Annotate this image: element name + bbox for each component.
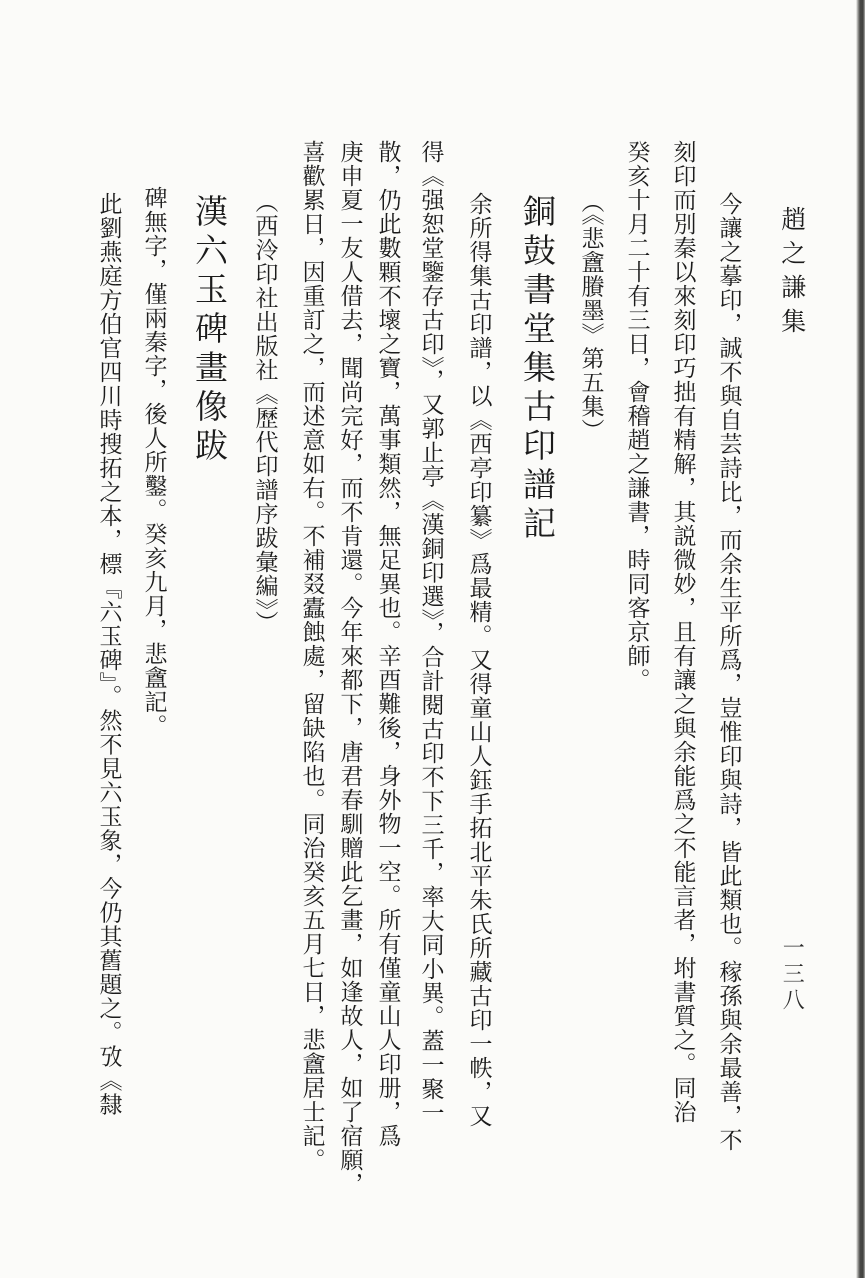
text-column: 碑無字，僅兩秦字，後人所鑿。癸亥九月，悲盦記。 (140, 186, 167, 738)
essay-title: 漢六玉碑畫像跋 (189, 194, 229, 467)
source-attribution: （西泠印社出版社《歷代印譜序跋彙編》） (251, 190, 278, 635)
page-number: 一三八 (779, 936, 805, 1014)
text-column: 庚申夏一友人借去，聞尚完好，而不肯還。今年來都下，唐君春馴贈此乞畫，如逢故人，如了宿願， (336, 140, 363, 1196)
source-attribution: （《悲盦賸墨》第五集） (577, 190, 604, 443)
text-column: 余所得集古印譜，以《西亭印纂》爲最精。又得童山人鈺手拓北平朱氏所藏古印一帙，又 (465, 192, 492, 1128)
text-column: 癸亥十月二十有三日，會稽趙之謙書，時同客京師。 (623, 140, 650, 692)
text-column: 喜歡累日，因重訂之，而述意如右。不補叕蠹蝕處，留缺陷也。同治癸亥五月七日，悲盦居士記。 (298, 140, 325, 1172)
page-edge-line (856, 0, 865, 1278)
text-column: 此劉燕庭方伯官四川時搜拓之本，標『六玉碑』。然不見六玉象，今仍其舊題之。攷《隸 (95, 192, 122, 1117)
text-column: 刻印而別秦以來刻印巧拙有精解，其説微妙，且有讓之與余能爲之不能言者，坿書質之。同治 (669, 140, 696, 1124)
text-column: 今讓之摹印，誠不與自芸詩比，而余生平所爲，豈惟印與詩，皆此類也。稼孫與余最善，不 (715, 192, 742, 1152)
essay-title: 銅鼓書堂集古印譜記 (517, 194, 557, 545)
running-title: 趙之謙集 (777, 206, 807, 342)
text-column: 散，仍此數顆不壞之寶，萬事類然，無足異也。辛酉難後，身外物一空。所有僅童山人印册，爲 (374, 140, 401, 1148)
text-column: 得《强恕堂鑒存古印》，又郭止亭《漢銅印選》，合計閱古印不下三千，率大同小異。蓋一聚一 (417, 140, 444, 1125)
